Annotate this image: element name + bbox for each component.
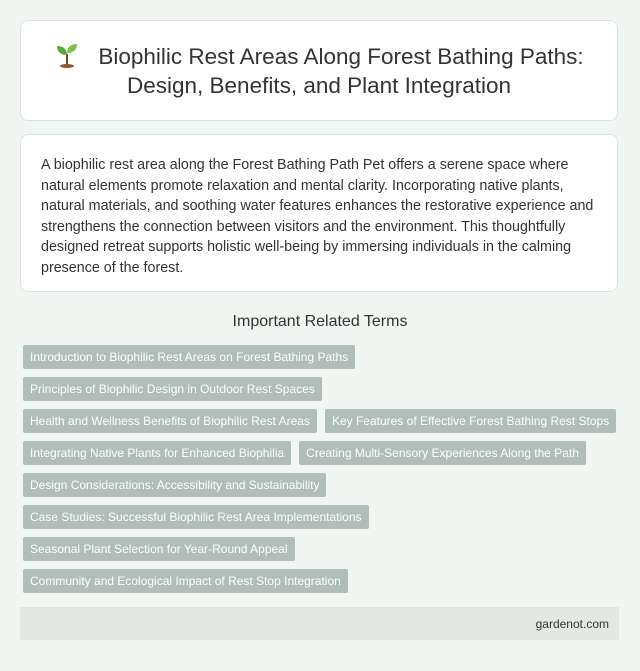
related-term-tag[interactable]: Seasonal Plant Selection for Year-Round Appeal	[23, 537, 295, 561]
related-term-tag[interactable]: Case Studies: Successful Biophilic Rest Area Implementations	[23, 505, 369, 529]
related-term-tag[interactable]: Introduction to Biophilic Rest Areas on Forest Bathing Paths	[23, 345, 355, 369]
footer-site-name[interactable]: gardenot.com	[535, 616, 609, 631]
related-term-tag[interactable]: Design Considerations: Accessibility and Sustainability	[23, 473, 326, 497]
related-term-tag[interactable]: Creating Multi-Sensory Experiences Along the Path	[299, 441, 586, 465]
related-term-tag[interactable]: Key Features of Effective Forest Bathing Rest Stops	[325, 409, 616, 433]
footer	[20, 607, 619, 640]
title-card	[20, 20, 618, 121]
related-term-tag[interactable]: Health and Wellness Benefits of Biophilic Rest Areas	[23, 409, 317, 433]
related-term-tag[interactable]: Principles of Biophilic Design in Outdoor Rest Spaces	[23, 377, 322, 401]
related-term-tag[interactable]: Integrating Native Plants for Enhanced Biophilia	[23, 441, 291, 465]
related-terms-heading: Important Related Terms	[232, 313, 408, 330]
related-term-tag[interactable]: Community and Ecological Impact of Rest Stop Integration	[23, 569, 348, 593]
related-terms-list	[23, 345, 623, 593]
seedling-icon	[54, 42, 80, 68]
page-title	[51, 42, 587, 100]
intro-card	[20, 134, 618, 292]
intro-paragraph: A biophilic rest area along the Forest Bathing Path Pet offers a serene space where natural elements promote relaxation and mental clarity. Incorporating native plants, natural materials, and soothing water features enhances the restorative experience and strengthens the connection between visitors and the environment. This thoughtfully designed retreat supports holistic well-being by immersing individuals in the calming presence of the forest.	[41, 157, 594, 276]
page-title-text: Biophilic Rest Areas Along Forest Bathing Paths: Design, Benefits, and Plant Integration	[98, 43, 584, 98]
